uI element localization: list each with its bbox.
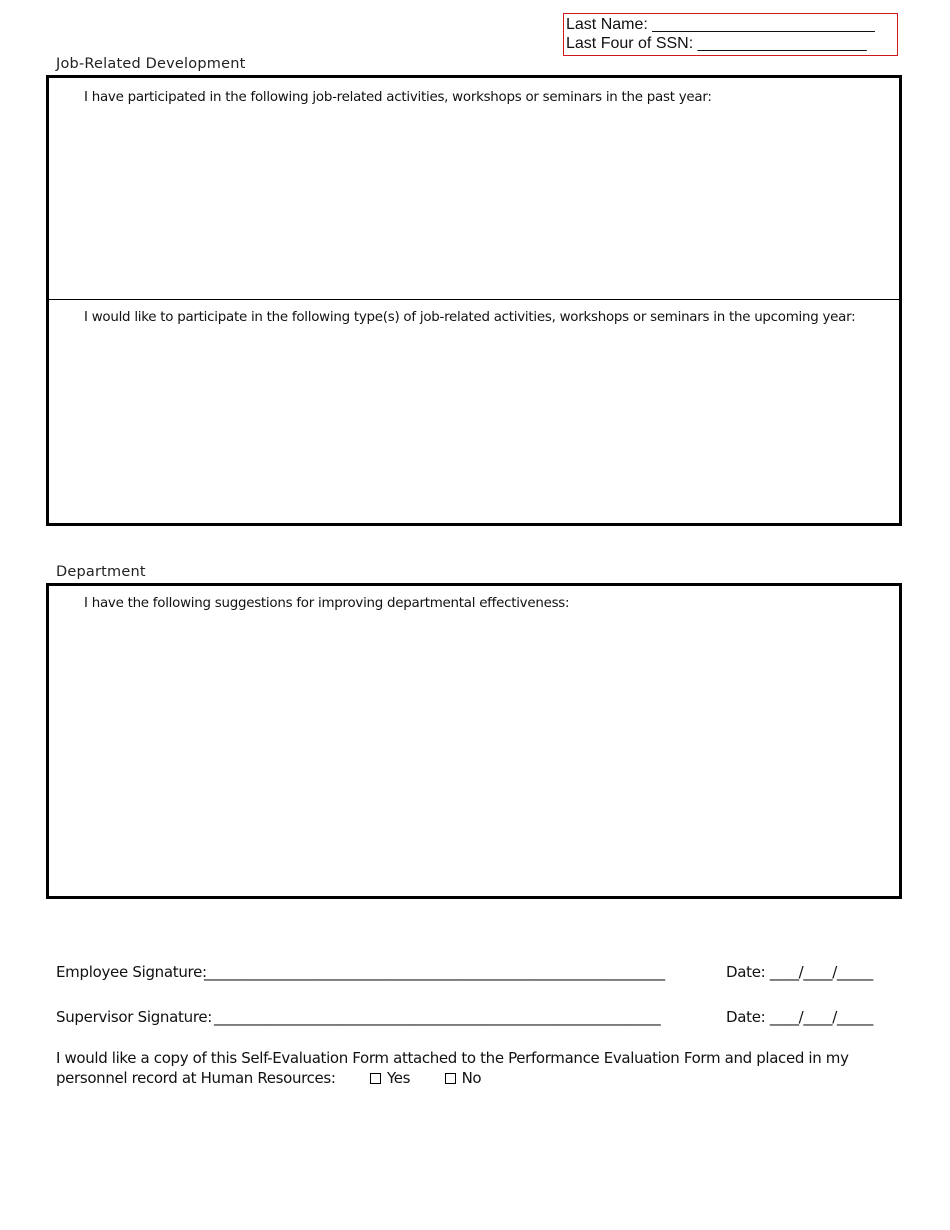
supervisor-signature-row xyxy=(56,1008,876,1026)
employee-signature-label: Employee Signature: xyxy=(56,963,207,981)
yes-option[interactable] xyxy=(370,1068,410,1088)
no-label: No xyxy=(461,1069,482,1087)
employee-signature-row xyxy=(56,963,876,981)
job-development-frame xyxy=(46,75,902,526)
yes-label: Yes xyxy=(386,1069,411,1087)
yes-checkbox[interactable] xyxy=(370,1073,381,1084)
job-development-title: Job-Related Development xyxy=(56,56,246,72)
past-activities-prompt: I have participated in the following job-related activities, workshops or seminars in the past year: xyxy=(84,90,712,105)
supervisor-date-field[interactable]: Date: ____/____/_____ xyxy=(726,1008,873,1026)
supervisor-signature-line[interactable]: ______________________________________________________________ xyxy=(214,1008,661,1026)
ssn-field[interactable]: Last Four of SSN: ___________________ xyxy=(566,35,867,52)
employee-signature-line[interactable]: ________________________________________________________________ xyxy=(204,963,665,981)
employee-date-field[interactable]: Date: ____/____/_____ xyxy=(726,963,873,981)
department-frame xyxy=(46,583,902,899)
no-option[interactable] xyxy=(445,1068,482,1088)
supervisor-signature-label: Supervisor Signature: xyxy=(56,1008,213,1026)
no-checkbox[interactable] xyxy=(445,1073,456,1084)
id-box xyxy=(563,13,898,56)
section-divider xyxy=(49,299,899,300)
copy-request xyxy=(56,1048,856,1088)
department-prompt: I have the following suggestions for improving departmental effectiveness: xyxy=(84,596,570,611)
future-activities-prompt: I would like to participate in the following type(s) of job-related activities, workshops or seminars in the upcoming year: xyxy=(84,310,856,325)
last-name-field[interactable]: Last Name: _________________________ xyxy=(566,16,875,33)
department-title: Department xyxy=(56,564,146,580)
copy-request-text: I would like a copy of this Self-Evaluation Form attached to the Performance Evaluation Form and placed in my personnel record at Human Resources: xyxy=(56,1049,849,1087)
